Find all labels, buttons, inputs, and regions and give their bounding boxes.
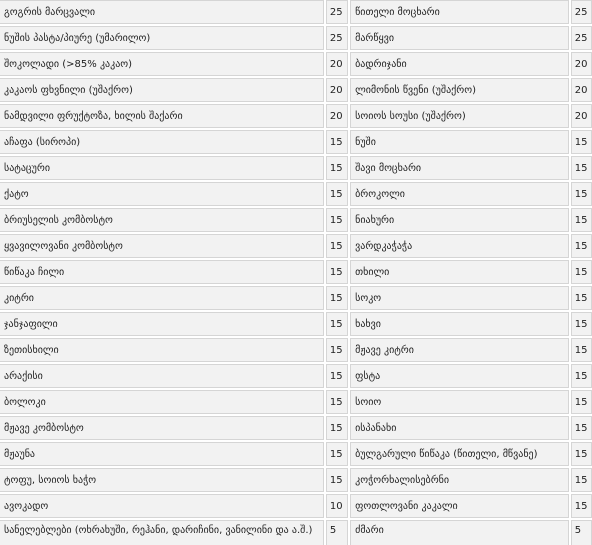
left-index-value: 15: [326, 286, 348, 310]
table-row: [0, 468, 592, 492]
left-food-name: ავოკადო: [0, 494, 324, 518]
left-index-value: 15: [326, 416, 348, 440]
table-row: [0, 260, 592, 284]
right-food-name: ვარდკაჭაჭა: [350, 234, 569, 258]
left-index-value: 10: [326, 494, 348, 518]
right-food-name: სოიო: [350, 390, 569, 414]
right-index-value: 15: [571, 234, 592, 258]
left-food-name: კაკაოს ფხვნილი (უშაქრო): [0, 78, 324, 102]
right-food-name: მჟავე კიტრი: [350, 338, 569, 362]
right-food-name: ნიახური: [350, 208, 569, 232]
left-food-name: ქატო: [0, 182, 324, 206]
right-food-name: ფსტა: [350, 364, 569, 388]
left-food-name: ბრიუსელის კომბოსტო: [0, 208, 324, 232]
right-index-value: 15: [571, 312, 592, 336]
table-row: [0, 78, 592, 102]
table-row: [0, 26, 592, 50]
left-food-name: არაქისი: [0, 364, 324, 388]
table-row: [0, 416, 592, 440]
left-index-value: 15: [326, 208, 348, 232]
right-index-value: 15: [571, 468, 592, 492]
right-food-name: შავი მოცხარი: [350, 156, 569, 180]
table-row: [0, 104, 592, 128]
right-food-name: ბროკოლი: [350, 182, 569, 206]
left-food-name: აჩაფა (სიროპი): [0, 130, 324, 154]
table-row: [0, 182, 592, 206]
left-index-value: 15: [326, 338, 348, 362]
right-index-value: 5: [571, 520, 592, 545]
right-food-name: სოკო: [350, 286, 569, 310]
left-index-value: 20: [326, 52, 348, 76]
table-row: [0, 442, 592, 466]
left-food-name: კიტრი: [0, 286, 324, 310]
right-food-name: კოჭორხალისებრნი: [350, 468, 569, 492]
left-food-name: ზეთისხილი: [0, 338, 324, 362]
right-food-name: თხილი: [350, 260, 569, 284]
left-index-value: 15: [326, 156, 348, 180]
right-food-name: ლიმონის წვენი (უშაქრო): [350, 78, 569, 102]
right-index-value: 15: [571, 416, 592, 440]
left-index-value: 15: [326, 364, 348, 388]
left-index-value: 15: [326, 442, 348, 466]
right-index-value: 20: [571, 78, 592, 102]
table-row: [0, 520, 592, 545]
left-index-value: 15: [326, 130, 348, 154]
right-food-name: მარწყვი: [350, 26, 569, 50]
left-food-name: ტოფუ, სოიოს ხაჭო: [0, 468, 324, 492]
right-index-value: 15: [571, 286, 592, 310]
table-row: [0, 338, 592, 362]
left-index-value: 25: [326, 26, 348, 50]
left-index-value: 15: [326, 312, 348, 336]
right-index-value: 15: [571, 390, 592, 414]
right-food-name: ნუში: [350, 130, 569, 154]
table-row: [0, 390, 592, 414]
left-food-name: ბოლოკი: [0, 390, 324, 414]
left-food-name: გოგრის მარცვალი: [0, 0, 324, 24]
left-index-value: 25: [326, 0, 348, 24]
left-index-value: 15: [326, 234, 348, 258]
left-food-name: სანელებლები (ოხრახუში, რეჰანი, დარიჩინი, ვანილინი და ა.შ.): [0, 520, 324, 545]
left-index-value: 20: [326, 104, 348, 128]
left-food-name: მჟაუნა: [0, 442, 324, 466]
table-row: [0, 312, 592, 336]
right-index-value: 15: [571, 260, 592, 284]
left-index-value: 15: [326, 390, 348, 414]
right-food-name: ბულგარული წიწაკა (წითელი, მწვანე): [350, 442, 569, 466]
left-index-value: 5: [326, 520, 348, 545]
table-row: [0, 364, 592, 388]
right-index-value: 25: [571, 26, 592, 50]
right-index-value: 15: [571, 494, 592, 518]
left-food-name: შოკოლადი (>85% კაკაო): [0, 52, 324, 76]
right-food-name: ისპანახი: [350, 416, 569, 440]
right-food-name: წითელი მოცხარი: [350, 0, 569, 24]
table-row: [0, 52, 592, 76]
table-row: [0, 234, 592, 258]
right-index-value: 15: [571, 442, 592, 466]
left-index-value: 15: [326, 260, 348, 284]
left-index-value: 15: [326, 182, 348, 206]
table-row: [0, 130, 592, 154]
left-food-name: წიწაკა ჩილი: [0, 260, 324, 284]
right-index-value: 15: [571, 338, 592, 362]
right-index-value: 15: [571, 182, 592, 206]
right-food-name: სოიოს სოუსი (უშაქრო): [350, 104, 569, 128]
table-row: [0, 286, 592, 310]
right-food-name: ფოთლოვანი კაკალი: [350, 494, 569, 518]
right-food-name: ბადრიჯანი: [350, 52, 569, 76]
table-row: [0, 156, 592, 180]
table-row: [0, 208, 592, 232]
left-index-value: 15: [326, 468, 348, 492]
right-index-value: 20: [571, 104, 592, 128]
left-food-name: ნამდვილი ფრუქტოზა, ხილის შაქარი: [0, 104, 324, 128]
right-index-value: 20: [571, 52, 592, 76]
right-index-value: 15: [571, 364, 592, 388]
right-index-value: 15: [571, 130, 592, 154]
left-food-name: ჯანჯაფილი: [0, 312, 324, 336]
right-food-name: ხახვი: [350, 312, 569, 336]
right-index-value: 15: [571, 208, 592, 232]
left-index-value: 20: [326, 78, 348, 102]
right-food-name: ძმარი: [350, 520, 569, 545]
right-index-value: 15: [571, 156, 592, 180]
table-row: [0, 494, 592, 518]
right-index-value: 25: [571, 0, 592, 24]
left-food-name: სატაცური: [0, 156, 324, 180]
left-food-name: ყვავილოვანი კომბოსტო: [0, 234, 324, 258]
left-food-name: ნუშის პასტა/პიურე (უმარილო): [0, 26, 324, 50]
left-food-name: მჟავე კომბოსტო: [0, 416, 324, 440]
table-row: [0, 0, 592, 24]
